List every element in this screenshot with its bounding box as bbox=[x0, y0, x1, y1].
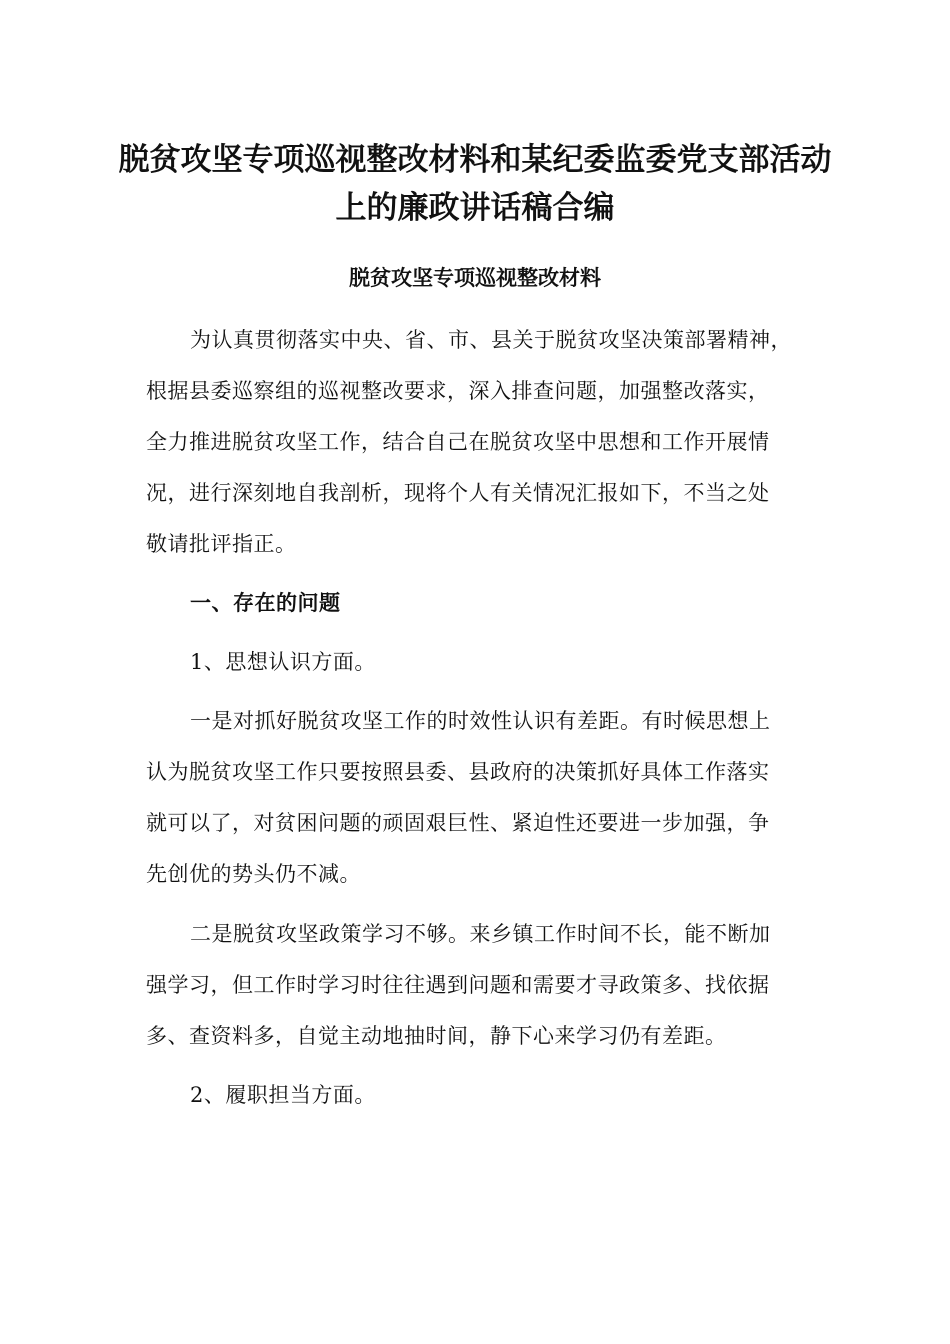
para-1-line-4: 先创优的势头仍不减。 bbox=[146, 862, 361, 886]
para-1-line-1: 一是对抓好脱贫攻坚工作的时效性认识有差距。有时候思想上 bbox=[190, 709, 771, 733]
subheading-duty: 2、履职担当方面。 bbox=[190, 1083, 376, 1107]
intro-line-4: 况，进行深刻地自我剖析，现将个人有关情况汇报如下，不当之处 bbox=[146, 481, 770, 505]
para-2-line-3: 多、查资料多，自觉主动地抽时间，静下心来学习仍有差距。 bbox=[146, 1024, 727, 1048]
para-1-line-3: 就可以了，对贫困问题的顽固艰巨性、紧迫性还要进一步加强，争 bbox=[146, 811, 770, 835]
subheading-ideology: 1、思想认识方面。 bbox=[190, 650, 376, 674]
intro-line-5: 敬请批评指正。 bbox=[146, 532, 297, 556]
document-title-line-1: 脱贫攻坚专项巡视整改材料和某纪委监委党支部活动 bbox=[118, 142, 832, 178]
intro-line-1: 为认真贯彻落实中央、省、市、县关于脱贫攻坚决策部署精神， bbox=[190, 328, 792, 352]
intro-line-2: 根据县委巡察组的巡视整改要求，深入排查问题，加强整改落实， bbox=[146, 379, 770, 403]
heading-problems: 一、存在的问题 bbox=[190, 590, 341, 615]
para-2-line-1: 二是脱贫攻坚政策学习不够。来乡镇工作时间不长，能不断加 bbox=[190, 922, 771, 946]
document-title-line-2: 上的廉政讲话稿合编 bbox=[335, 190, 615, 226]
intro-line-3: 全力推进脱贫攻坚工作，结合自己在脱贫攻坚中思想和工作开展情 bbox=[146, 430, 770, 454]
para-1-line-2: 认为脱贫攻坚工作只要按照县委、县政府的决策抓好具体工作落实 bbox=[146, 760, 770, 784]
para-2-line-2: 强学习，但工作时学习时往往遇到问题和需要才寻政策多、找依据 bbox=[146, 973, 770, 997]
section-title: 脱贫攻坚专项巡视整改材料 bbox=[349, 265, 601, 290]
